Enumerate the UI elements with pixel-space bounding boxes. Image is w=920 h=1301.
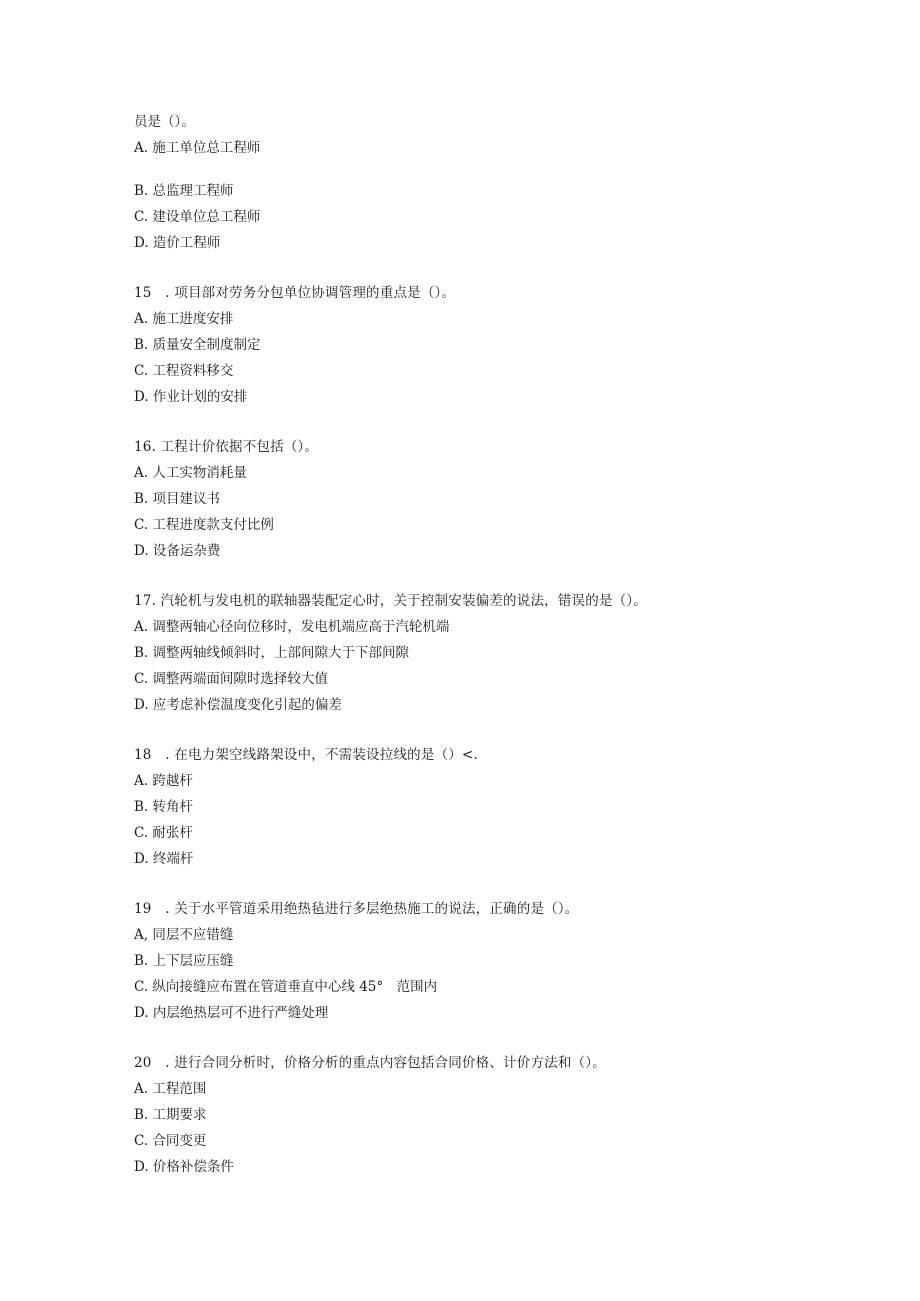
question-20-option-c: C. 合同变更 <box>134 1133 207 1149</box>
question-17-option-d: D. 应考虑补偿温度变化引起的偏差 <box>134 697 342 713</box>
question-19-option-d: D. 内层绝热层可不进行严缝处理 <box>134 1005 329 1021</box>
question-17-option-b: B. 调整两轴线倾斜时，上部间隙大于下部间隙 <box>134 645 410 661</box>
question-19-option-c: C. 纵向接缝应布置在管道垂直中心线 45° 范围内 <box>134 979 438 995</box>
question-15-option-b: B. 质量安全制度制定 <box>134 337 261 353</box>
question-14-stem-continued: 员是（）。 <box>134 114 195 130</box>
question-18-option-d: D. 终端杆 <box>134 851 194 867</box>
question-17-option-c: C. 调整两端面间隙时选择较大值 <box>134 671 328 687</box>
question-18-option-a: A. 跨越杆 <box>134 773 193 789</box>
question-19-option-b: B. 上下层应压缝 <box>134 953 234 969</box>
question-16-option-d: D. 设备运杂费 <box>134 543 221 559</box>
question-20-option-a: A. 工程范围 <box>134 1081 207 1097</box>
question-19-option-a: A, 同层不应错缝 <box>134 927 234 943</box>
question-16-option-c: C. 工程进度款支付比例 <box>134 517 274 533</box>
question-18-stem: 18 . 在电力架空线路架设中，不需装设拉线的是（）<. <box>134 747 478 763</box>
question-19-stem: 19 . 关于水平管道采用绝热毡进行多层绝热施工的说法，正确的是（）。 <box>134 901 579 917</box>
question-16-option-b: B. 项目建议书 <box>134 491 221 507</box>
question-15-option-d: D. 作业计划的安排 <box>134 389 248 405</box>
question-14-option-a: A. 施工单位总工程师 <box>134 140 261 156</box>
question-16-stem: 16. 工程计价依据不包括（）。 <box>134 439 319 455</box>
question-14-option-c: C. 建设单位总工程师 <box>134 209 261 225</box>
question-15-option-a: A. 施工进度安排 <box>134 311 234 327</box>
question-20-option-b: B. 工期要求 <box>134 1107 207 1123</box>
question-14-option-d: D. 造价工程师 <box>134 235 221 251</box>
question-18-option-b: B. 转角杆 <box>134 799 194 815</box>
question-15-option-c: C. 工程资料移交 <box>134 363 234 379</box>
question-17-option-a: A. 调整两轴心径向位移时，发电机端应高于汽轮机端 <box>134 619 450 635</box>
question-15-stem: 15 . 项目部对劳务分包单位协调管理的重点是（）。 <box>134 285 456 301</box>
question-18-option-c: C. 耐张杆 <box>134 825 193 841</box>
question-16-option-a: A. 人工实物消耗量 <box>134 465 247 481</box>
question-14-option-b: B. 总监理工程师 <box>134 183 234 199</box>
question-17-stem: 17. 汽轮机与发电机的联轴器装配定心时，关于控制安装偏差的说法，错误的是（）。 <box>134 593 648 609</box>
question-20-option-d: D. 价格补偿条件 <box>134 1159 234 1175</box>
question-20-stem: 20 . 进行合同分析时，价格分析的重点内容包括合同价格、计价方法和（）。 <box>134 1055 606 1071</box>
